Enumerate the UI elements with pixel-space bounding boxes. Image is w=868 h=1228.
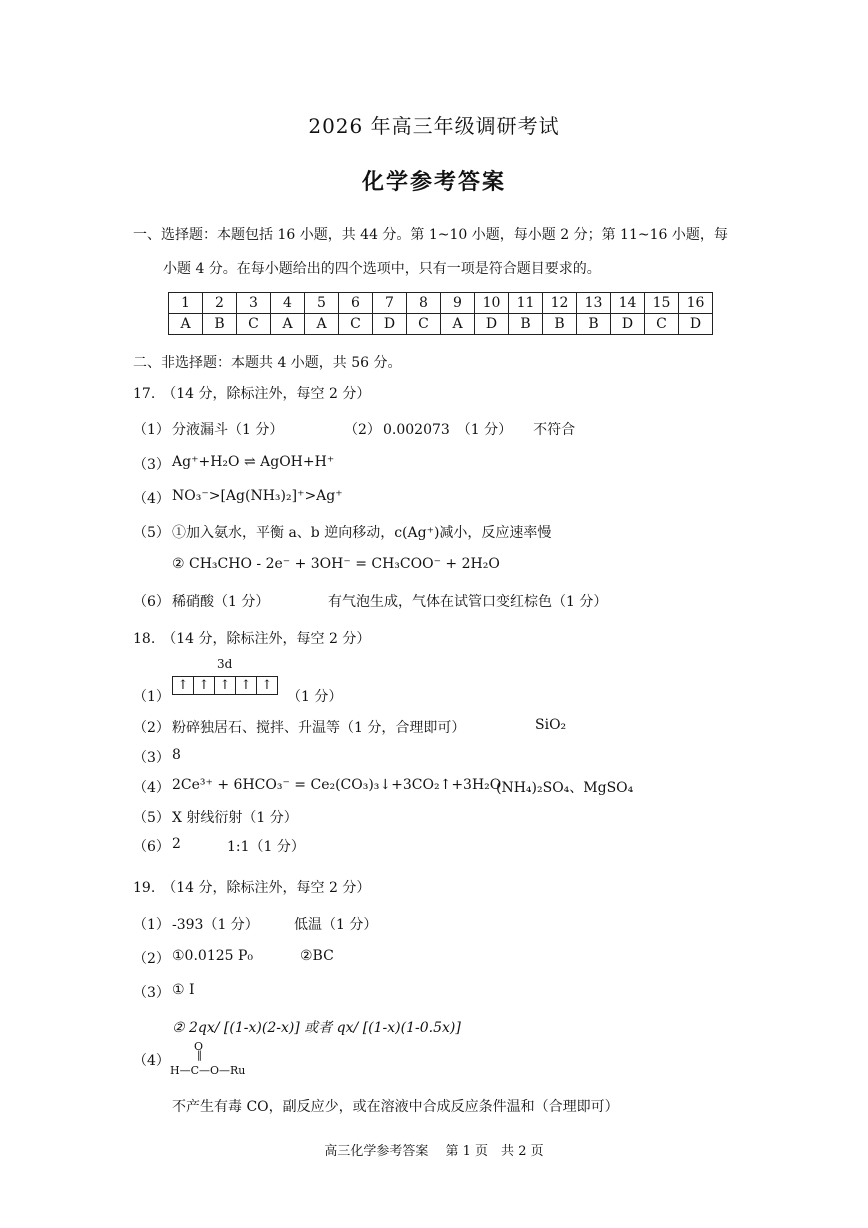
q19-answer-4-label: （4）: [133, 1053, 170, 1069]
question-number: 5: [305, 293, 339, 314]
question-number: 1: [169, 293, 203, 314]
q19-answer-3a: ① I: [172, 982, 195, 998]
orbital-label: 3d: [217, 657, 233, 671]
question-number: 2: [203, 293, 237, 314]
q17-answer-3: Ag⁺+H₂O ⇌ AgOH+H⁺: [172, 454, 335, 470]
answer-cell: A: [441, 314, 475, 335]
q17-answer-1-label: （1）: [133, 422, 170, 438]
q18-answer-1-label: （1）: [133, 689, 170, 705]
question-number: 10: [475, 293, 509, 314]
answer-table: [168, 292, 713, 335]
answer-row: [169, 314, 713, 335]
question-number: 11: [509, 293, 543, 314]
q17-answer-6-label: （6）: [133, 594, 170, 610]
q18-heading: 18. （14 分，除标注外，每空 2 分）: [133, 631, 371, 647]
q18-answer-3-label: （3）: [133, 750, 170, 766]
answer-cell: B: [203, 314, 237, 335]
q17-answer-2: 0.002073 （1 分） 不符合: [383, 422, 576, 438]
answer-cell: D: [373, 314, 407, 335]
q17-answer-6a: 稀硝酸（1 分）: [172, 594, 270, 610]
double-bond: ‖: [197, 1050, 202, 1061]
part1-instructions-line2: 小题 4 分。在每小题给出的四个选项中，只有一项是符合题目要求的。: [163, 261, 601, 277]
q17-answer-4-label: （4）: [133, 491, 170, 507]
orbital-box: ↑: [261, 678, 273, 693]
question-number: 6: [339, 293, 373, 314]
answer-key-title: 化学参考答案: [361, 169, 506, 195]
q18-answer-4-label: （4）: [133, 780, 170, 796]
q18-answer-6b: 1:1（1 分）: [227, 839, 305, 855]
q18-answer-4a: 2Ce³⁺ + 6HCO₃⁻ = Ce₂(CO₃)₃↓+3CO₂↑+3H₂O: [172, 777, 502, 793]
q18-answer-2a: 粉碎独居石、搅拌、升温等（1 分，合理即可）: [172, 720, 466, 736]
q17-heading: 17. （14 分，除标注外，每空 2 分）: [133, 386, 371, 402]
q18-answer-1-score: （1 分）: [287, 689, 343, 705]
q18-answer-2-label: （2）: [133, 720, 170, 736]
question-number: 8: [407, 293, 441, 314]
answer-cell: B: [577, 314, 611, 335]
q17-answer-6b: 有气泡生成，气体在试管口变红棕色（1 分）: [328, 594, 608, 610]
answer-cell: A: [169, 314, 203, 335]
question-number: 14: [611, 293, 645, 314]
question-number: 16: [679, 293, 713, 314]
q19-heading: 19. （14 分，除标注外，每空 2 分）: [133, 880, 371, 896]
question-number: 4: [271, 293, 305, 314]
question-number: 12: [543, 293, 577, 314]
part1-instructions-line1: 一、选择题：本题包括 16 小题，共 44 分。第 1~10 小题，每小题 2 分；第 11~16 小题，每: [133, 227, 728, 243]
q17-answer-1: 分液漏斗（1 分）: [172, 422, 284, 438]
page-footer: 高三化学参考答案 第 1 页 共 2 页: [324, 1144, 544, 1159]
answer-cell: B: [543, 314, 577, 335]
q19-answer-1a: -393（1 分）: [172, 917, 259, 933]
orbital-diagram: [172, 676, 278, 695]
q18-answer-5: X 射线衍射（1 分）: [172, 810, 298, 826]
answer-cell: D: [475, 314, 509, 335]
orbital-box: ↑: [173, 677, 194, 694]
orbital-box: ↑: [194, 677, 215, 694]
question-number: 9: [441, 293, 475, 314]
orbital-box: ↑: [215, 677, 236, 694]
q19-answer-2b: ②BC: [300, 948, 334, 964]
answer-cell: C: [645, 314, 679, 335]
answer-cell: B: [509, 314, 543, 335]
structural-formula: [170, 1040, 260, 1080]
q19-answer-4: 不产生有毒 CO，副反应少，或在溶液中合成反应条件温和（合理即可）: [172, 1099, 619, 1115]
q19-answer-3b: ② 2qx/ [(1-x)(2-x)] 或者 qx/ [(1-x)(1-0.5x)]: [172, 1020, 461, 1036]
question-number-row: [169, 293, 713, 314]
answer-cell: D: [611, 314, 645, 335]
q18-answer-3: 8: [172, 747, 181, 763]
question-number: 3: [237, 293, 271, 314]
q18-answer-5-label: （5）: [133, 810, 170, 826]
question-number: 13: [577, 293, 611, 314]
q19-answer-1-label: （1）: [133, 917, 170, 933]
q17-answer-3-label: （3）: [133, 457, 170, 473]
answer-cell: A: [271, 314, 305, 335]
answer-cell: D: [679, 314, 713, 335]
q17-answer-2-label: （2）: [344, 422, 381, 438]
part2-heading: 二、非选择题：本题共 4 小题，共 56 分。: [133, 355, 402, 371]
q18-answer-6-label: （6）: [133, 839, 170, 855]
q19-answer-3-label: （3）: [133, 985, 170, 1001]
q18-answer-4b: (NH₄)₂SO₄、MgSO₄: [496, 780, 634, 796]
q17-answer-5-label: （5）: [133, 525, 170, 541]
answer-cell: C: [407, 314, 441, 335]
q17-answer-5b: ② CH₃CHO - 2e⁻ + 3OH⁻ = CH₃COO⁻ + 2H₂O: [172, 556, 500, 572]
q19-answer-1b: 低温（1 分）: [294, 917, 378, 933]
q19-answer-2a: ①0.0125 P₀: [172, 948, 254, 964]
q17-answer-5a: ①加入氨水，平衡 a、b 逆向移动，c(Ag⁺)减小，反应速率慢: [172, 525, 552, 541]
orbital-box: ↑: [236, 677, 257, 694]
q18-answer-6a: 2: [172, 836, 181, 852]
answer-cell: C: [237, 314, 271, 335]
question-number: 15: [645, 293, 679, 314]
exam-title: 2026 年高三年级调研考试: [308, 114, 560, 138]
q19-answer-2-label: （2）: [133, 951, 170, 967]
q18-answer-2b: SiO₂: [535, 717, 567, 733]
carbonyl-oxygen: O: [194, 1040, 204, 1053]
formate-chain: H—C—O—Ru: [170, 1064, 246, 1077]
answer-cell: C: [339, 314, 373, 335]
answer-cell: A: [305, 314, 339, 335]
question-number: 7: [373, 293, 407, 314]
q17-answer-4: NO₃⁻>[Ag(NH₃)₂]⁺>Ag⁺: [172, 488, 343, 504]
